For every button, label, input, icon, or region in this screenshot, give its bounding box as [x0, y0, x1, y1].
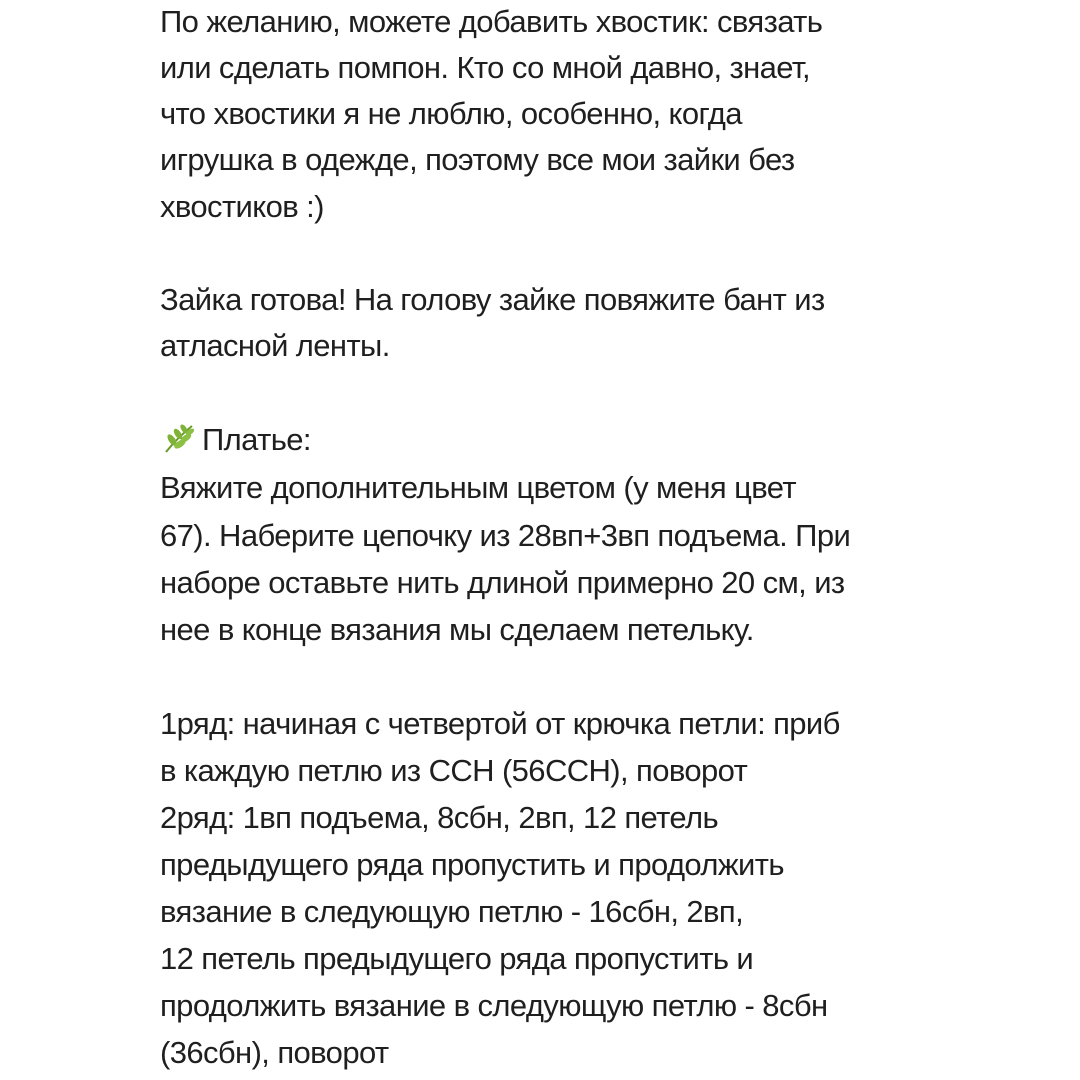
text-line: 2ряд: 1вп подъема, 8сбн, 2вп, 12 петель: [160, 800, 719, 835]
text-line: хвостиков :): [160, 189, 324, 224]
text-line: 1ряд: начиная с четвертой от крючка петли: приб: [160, 706, 840, 741]
text-line: предыдущего ряда пропустить и продолжить: [160, 847, 784, 882]
text-line: Вяжите дополнительным цветом (у меня цвет: [160, 470, 796, 505]
text-line: 12 петель предыдущего ряда пропустить и: [160, 941, 754, 976]
text-line: продолжить вязание в следующую петлю - 8сбн: [160, 988, 828, 1023]
text-line: в каждую петлю из ССН (56ССН), поворот: [160, 753, 748, 788]
text-line: вязание в следующую петлю - 16сбн, 2вп,: [160, 894, 744, 929]
text-line: атласной ленты.: [160, 328, 390, 363]
text-line: или сделать помпон. Кто со мной давно, знает,: [160, 50, 811, 85]
text-line: 67). Наберите цепочку из 28вп+3вп подъема. При: [160, 518, 851, 553]
text-line: По желанию, можете добавить хвостик: связать: [160, 4, 823, 39]
section-heading-label: Платье:: [202, 422, 311, 457]
herb-leaf-icon: [160, 420, 196, 456]
text-line: Зайка готова! На голову зайке повяжите бант из: [160, 282, 825, 317]
text-line: игрушка в одежде, поэтому все мои зайки без: [160, 142, 795, 177]
text-line: (36сбн), поворот: [160, 1035, 389, 1070]
text-line: нее в конце вязания мы сделаем петельку.: [160, 612, 754, 647]
section-heading: [160, 418, 311, 462]
text-line: наборе оставьте нить длиной примерно 20 см, из: [160, 565, 845, 600]
text-line: что хвостики я не люблю, особенно, когда: [160, 96, 742, 131]
